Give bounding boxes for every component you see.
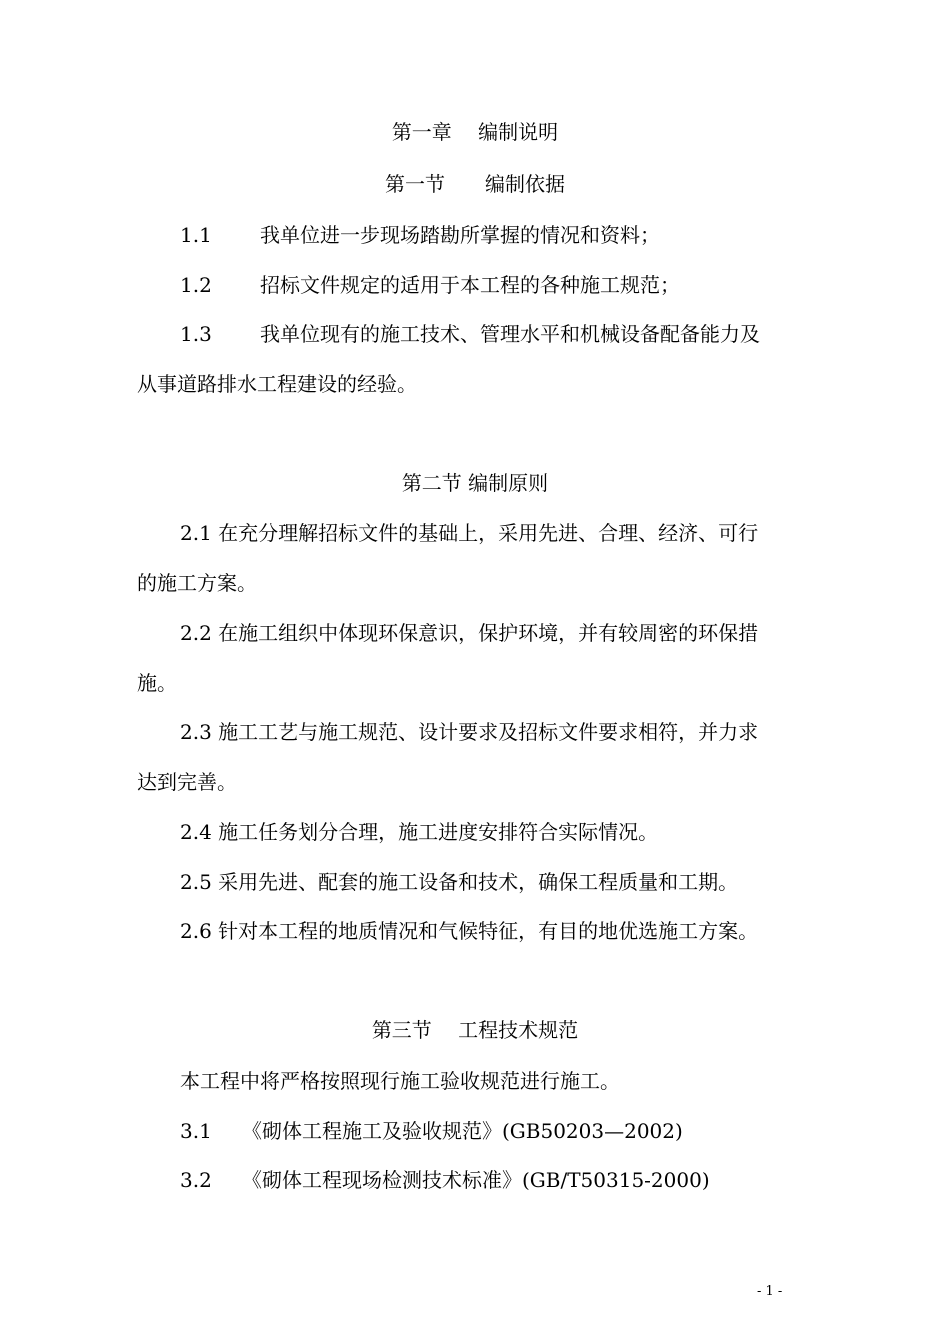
list-item bbox=[180, 320, 760, 348]
item-text: 我单位现有的施工技术、管理水平和机械设备配备能力及 bbox=[260, 322, 760, 346]
item-number: 1.2 bbox=[180, 273, 212, 297]
section-intro: 本工程中将严格按照现行施工验收规范进行施工。 bbox=[180, 1069, 620, 1093]
item-text: 《砌体工程施工及验收规范》(GB50203—2002) bbox=[242, 1119, 683, 1143]
item-text: 我单位进一步现场踏勘所掌握的情况和资料； bbox=[260, 223, 660, 247]
paragraph-continuation: 施。 bbox=[137, 671, 177, 695]
paragraph-continuation: 达到完善。 bbox=[137, 770, 237, 794]
section-title: 第二节 编制原则 bbox=[401, 471, 549, 495]
paragraph-continuation: 的施工方案。 bbox=[137, 571, 257, 595]
item-text: 《砌体工程现场检测技术标准》(GB/T50315-2000) bbox=[242, 1168, 710, 1192]
chapter-title: 第一章 编制说明 bbox=[391, 120, 559, 144]
section-title: 第三节 工程技术规范 bbox=[371, 1018, 579, 1042]
item-number: 3.1 bbox=[180, 1119, 212, 1143]
item-number: 1.1 bbox=[180, 223, 212, 247]
item-text: 招标文件规定的适用于本工程的各种施工规范； bbox=[260, 273, 680, 297]
item-number: 3.2 bbox=[180, 1168, 212, 1192]
item-continuation: 从事道路排水工程建设的经验。 bbox=[137, 372, 417, 396]
paragraph-line: 2.5 采用先进、配套的施工设备和技术，确保工程质量和工期。 bbox=[180, 870, 739, 894]
page-number: - 1 - bbox=[757, 1284, 783, 1299]
list-item bbox=[180, 221, 660, 249]
item-number: 1.3 bbox=[180, 322, 212, 346]
paragraph-line: 2.4 施工任务划分合理，施工进度安排符合实际情况。 bbox=[180, 820, 659, 844]
list-item bbox=[180, 1166, 710, 1194]
section-title: 第一节 编制依据 bbox=[385, 172, 565, 196]
list-item bbox=[180, 1117, 683, 1145]
paragraph-line: 2.2 在施工组织中体现环保意识，保护环境，并有较周密的环保措 bbox=[180, 621, 759, 645]
list-item bbox=[180, 271, 680, 299]
paragraph-line: 2.3 施工工艺与施工规范、设计要求及招标文件要求相符，并力求 bbox=[180, 720, 759, 744]
paragraph-line: 2.6 针对本工程的地质情况和气候特征，有目的地优选施工方案。 bbox=[180, 919, 759, 943]
paragraph-line: 2.1 在充分理解招标文件的基础上，采用先进、合理、经济、可行 bbox=[180, 521, 759, 545]
